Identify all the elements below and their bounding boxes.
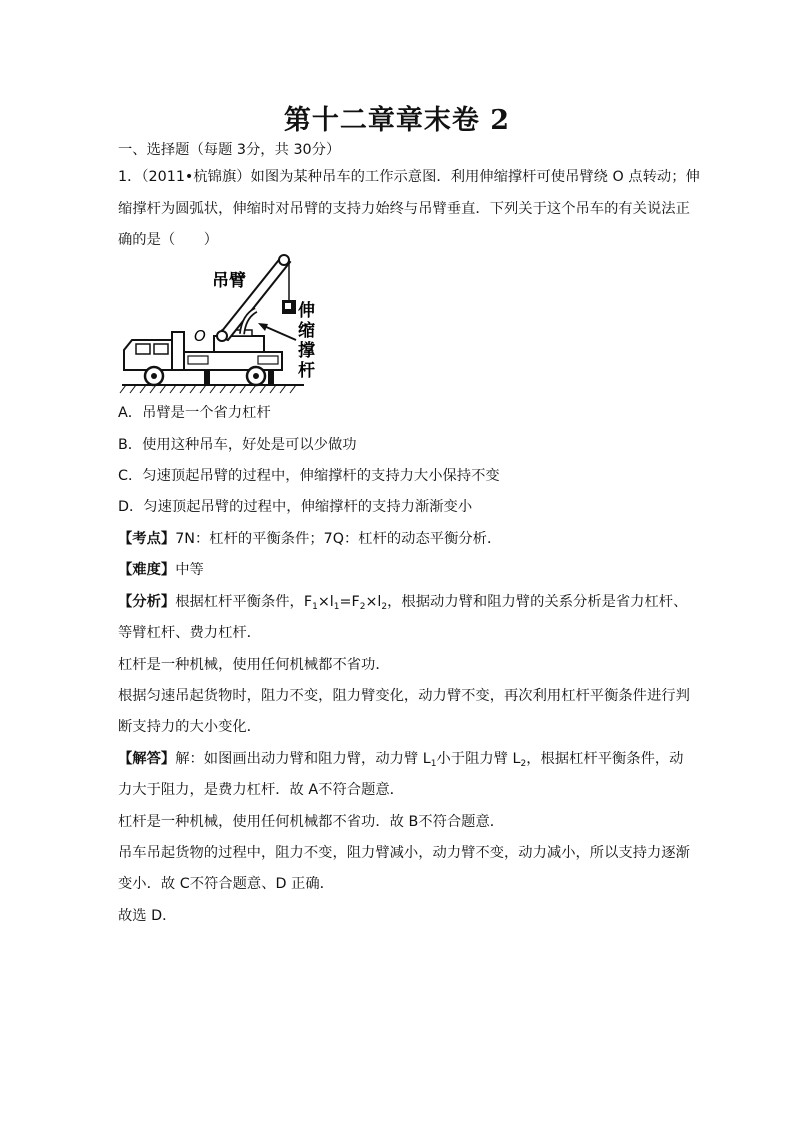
solution-line-6: 故选 D． — [118, 908, 177, 924]
analysis-line-3: 杠杆是一种机械，使用任何机械都不省功． — [118, 657, 390, 673]
kaodian-text: 7N：杠杆的平衡条件；7Q：杠杆的动态平衡分析． — [175, 531, 502, 547]
solution-line-5: 变小．故 C不符合题意、D 正确． — [118, 876, 334, 892]
option-a: A．吊臂是一个省力杠杆 — [118, 405, 271, 421]
subscript: 1 — [430, 759, 437, 769]
analysis-text: ×l — [317, 594, 334, 610]
analysis-line-2: 等臂杠杆、费力杠杆． — [118, 625, 261, 641]
solution-text: ，根据杠杆平衡条件，动 — [526, 751, 684, 767]
strut-label-char-2: 缩 — [298, 321, 315, 341]
difficulty-text: 中等 — [175, 562, 204, 578]
difficulty-line — [118, 560, 678, 580]
arm-label: 吊臂 — [212, 271, 246, 291]
option-c: C．匀速顶起吊臂的过程中，伸缩撑杆的支持力大小保持不变 — [118, 468, 500, 484]
subscript: 2 — [359, 602, 366, 612]
subscript: 1 — [312, 602, 318, 612]
analysis-line-5: 断支持力的大小变化． — [118, 719, 261, 735]
analysis-text: =F — [339, 594, 360, 610]
option-d: D．匀速顶起吊臂的过程中，伸缩撑杆的支持力渐渐变小 — [118, 499, 473, 515]
strut-label-char-3: 撑 — [298, 341, 315, 361]
difficulty-tag: 【难度】 — [118, 562, 176, 578]
kaodian-line — [118, 529, 678, 549]
strut-label-char-4: 杆 — [298, 361, 315, 381]
question-text-line-3: 确的是（ ） — [118, 232, 219, 248]
option-b: B．使用这种吊车，好处是可以少做功 — [118, 437, 357, 453]
subscript: 1 — [333, 602, 340, 612]
pivot-label: O — [194, 327, 206, 345]
section-heading: 一、选择题（每题 3分，共 30分） — [118, 142, 341, 158]
solution-line-1 — [118, 749, 684, 774]
analysis-text: ，根据动力臂和阻力臂的关系分析是省力杠杆、 — [387, 594, 688, 610]
analysis-tag: 【分析】 — [118, 594, 176, 610]
page-title: 第十二章章末卷 2 — [283, 105, 511, 136]
crane-figure — [118, 252, 340, 398]
solution-line-3: 杠杆是一种机械，使用任何机械都不省功．故 B不符合题意． — [118, 814, 505, 830]
solution-text: 小于阻力臂 L — [436, 751, 521, 767]
solution-text: 解：如图画出动力臂和阻力臂，动力臂 L — [175, 751, 431, 767]
solution-line-4: 吊车吊起货物的过程中，阻力不变，阻力臂减小，动力臂不变，动力减小，所以支持力逐渐 — [118, 845, 690, 861]
kaodian-tag: 【考点】 — [118, 531, 176, 547]
analysis-text: 根据杠杆平衡条件，F — [175, 594, 313, 610]
analysis-line-1 — [118, 592, 688, 617]
subscript: 2 — [520, 759, 527, 769]
question-text-line-1: 1．（2011•杭锦旗）如图为某种吊车的工作示意图．利用伸缩撑杆可使吊臂绕 O 点转动；伸 — [118, 169, 700, 185]
analysis-text: ×l — [365, 594, 382, 610]
analysis-line-4: 根据匀速吊起货物时，阻力不变，阻力臂变化，动力臂不变，再次利用杠杆平衡条件进行判 — [118, 688, 690, 704]
strut-label-char-1: 伸 — [298, 301, 315, 321]
solution-line-2: 力大于阻力，是费力杠杆．故 A不符合题意． — [118, 782, 404, 798]
subscript: 2 — [381, 602, 388, 612]
question-text-line-2: 缩撑杆为圆弧状，伸缩时对吊臂的支持力始终与吊臂垂直．下列关于这个吊车的有关说法正 — [118, 201, 690, 217]
solution-tag: 【解答】 — [118, 751, 176, 767]
